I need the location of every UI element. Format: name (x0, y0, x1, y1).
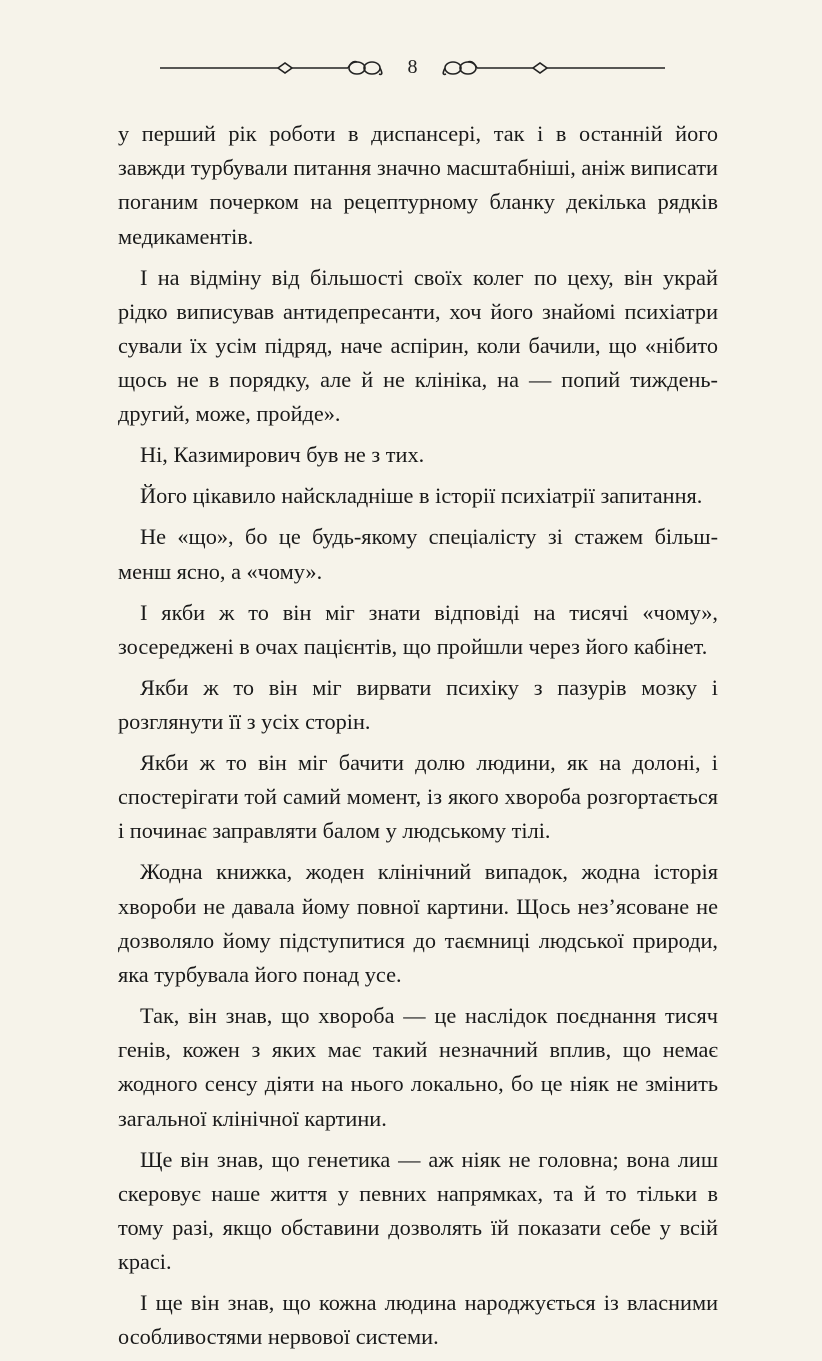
paragraph: Ще він знав, що генетика — аж ніяк не головна; вона лиш скеровує наше життя у певних напрямках, та й то тільки в тому разі, якщо обставини дозволять їй показати себе у всій красі. (118, 1146, 718, 1275)
paragraph: Його цікавило найскладніше в історії психіатрії запитання. (140, 483, 703, 509)
paragraph: Жодна книжка, жоден клінічний випадок, жодна історія хвороби не давала йому повної картини. Щось нез’ясоване не дозволяло йому підступитися до таємниці людської природи, яка турбувала його понад усе. (118, 859, 718, 988)
paragraph: Не «що», бо це будь-якому спеціалісту зі стажем більш-менш ясно, а «чому». (118, 524, 718, 584)
paragraph: у перший рік роботи в диспансері, так і в останній його завжди турбували питання значно масштабніші, аніж виписати поганим почерком на рецептурному бланку декілька рядків медикаментів. (118, 121, 718, 249)
page-number: 8 (407, 56, 418, 78)
paragraph: Якби ж то він міг вирвати психіку з пазурів мозку і розглянути її з усіх сторін. (118, 674, 718, 735)
paragraph: Ні, Казимирович був не з тих. (140, 442, 425, 468)
paragraph: Так, він знав, що хвороба — це наслідок поєднання тисяч генів, кожен з яких має такий незначний вплив, що немає жодного сенсу діяти на нього локально, бо це ніяк не змінить загальної клінічної картини. (118, 1003, 718, 1131)
body-text (118, 117, 718, 1361)
paragraph: Якби ж то він міг бачити долю людини, як на долоні, і спостерігати той самий момент, із якого хвороба розгортається і починає заправляти балом у людському тілі. (118, 750, 718, 844)
paragraph: І якби ж то він міг знати відповіді на тисячі «чому», зосереджені в очах пацієнтів, що пройшли через його кабінет. (118, 599, 718, 659)
paragraph: І на відміну від більшості своїх колег по цеху, він украй рідко виписував антидепресанти, хоч його знайомі психіатри сували їх усім підряд, наче аспірин, коли бачили, що «нібито щось не в порядку, але й не клініка, на — попий тиждень-другий, може, пройде». (118, 264, 718, 427)
paragraph: І ще він знав, що кожна людина народжується із власними особливостями нервової системи. (118, 1290, 718, 1350)
page-header (160, 48, 665, 88)
